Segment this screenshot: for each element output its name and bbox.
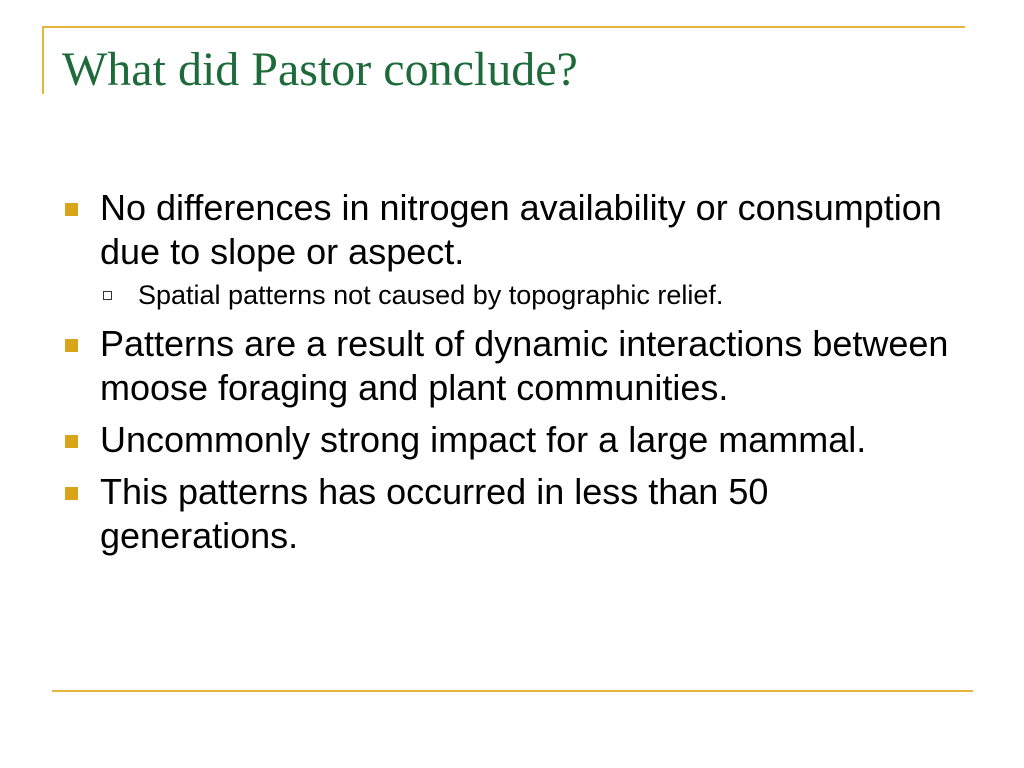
sub-bullet-item [100,276,962,314]
square-bullet-icon [65,203,78,216]
sub-bullet-list [100,276,962,314]
bullet-item [62,322,962,410]
top-accent-line [42,26,965,28]
square-bullet-icon [65,339,78,352]
bullet-text: Uncommonly strong impact for a large mammal. [100,419,867,460]
hollow-square-bullet-icon [103,291,112,300]
bullet-text: No differences in nitrogen availability or consumption due to slope or aspect. [100,187,942,272]
bullet-list [62,186,962,566]
bullet-item [62,470,962,558]
bullet-text: This patterns has occurred in less than 50 generations. [100,471,769,556]
square-bullet-icon [65,435,78,448]
bullet-item [62,418,962,462]
slide-title: What did Pastor conclude? [62,43,578,96]
bullet-item [62,186,962,314]
bullet-text: Patterns are a result of dynamic interactions between moose foraging and plant communities. [100,323,949,408]
square-bullet-icon [65,487,78,500]
bottom-accent-line [52,690,973,692]
sub-bullet-text: Spatial patterns not caused by topographic relief. [138,280,724,310]
left-accent-line [42,26,44,94]
